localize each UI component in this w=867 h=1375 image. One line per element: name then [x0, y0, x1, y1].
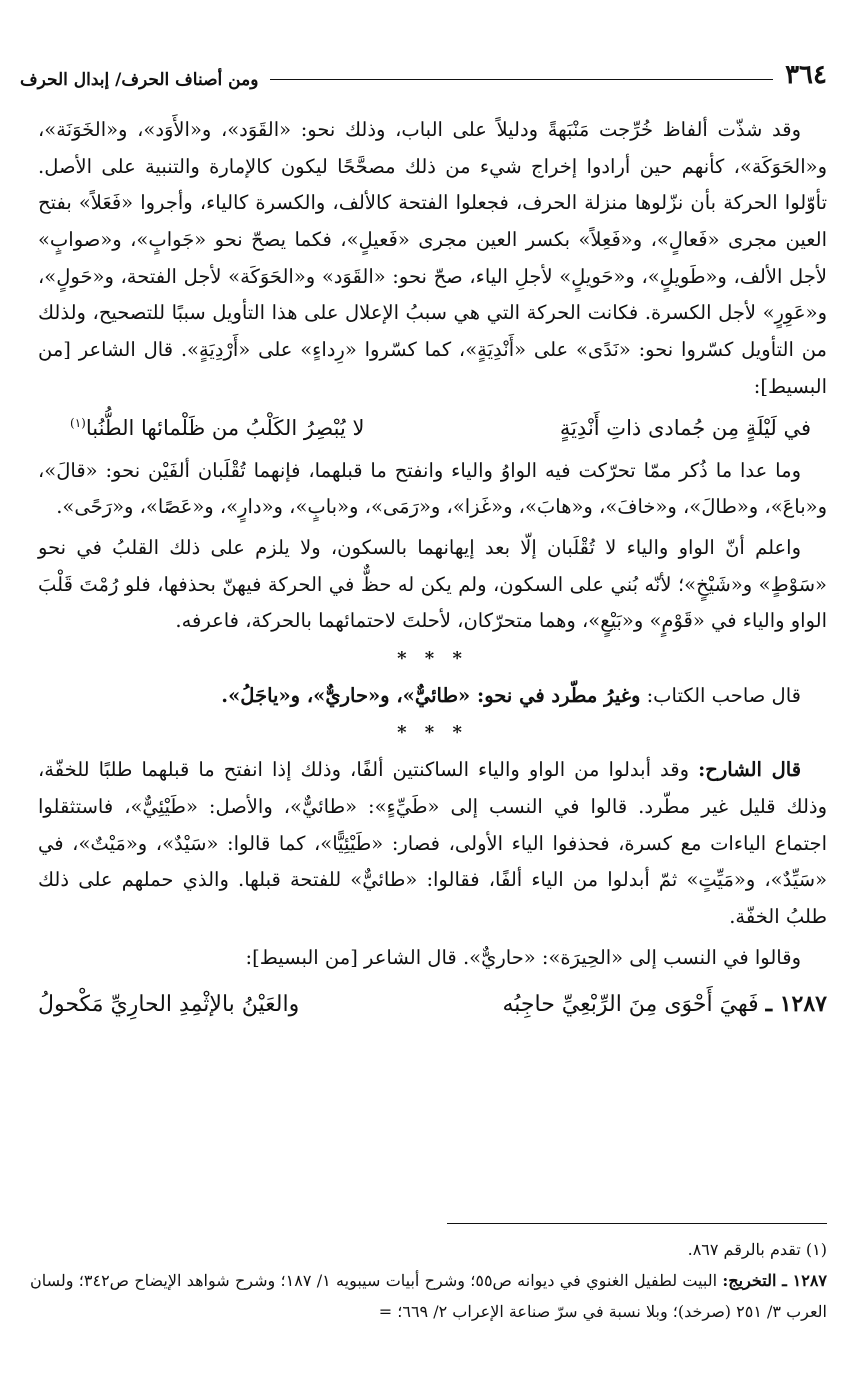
running-title: ومن أصناف الحرف/ إبدال الحرف: [20, 70, 259, 90]
paragraph-1: وقد شذّت ألفاظ خُرِّجت مَنْبَهةً ودليلاً على الباب، وذلك نحو: «القَوَد»، و«الأَوَد»، و«الخَوَنَة»، و«الحَوَكَة»، كأنهم حين أرادوا إخراج شيء من ذلك مصحَّحًا ليكون كالإمارة والتنبية على الأصل. تأوّلوا الحركة بأن نزّلوها منزلة الحرف، فجعلوا الفتحة كالألف، والكسرة كالياء، وأجروا «فَعَلاً» بفتح العين مجرى «فَعالٍ»، و«فَعِلاً» بكسر العين مجرى «فَعيلٍ»، فكما يصحّ نحو «جَوابٍ»، و«صوابٍ» لأجل الألف، و«طَويلٍ»، و«حَويلٍ» لأجلِ الياء، صحّ نحو: «القَوَد» و«الحَوَكَة» لأجل الفتحة، و«حَولٍ»، و«عَوِرٍ» لأجل الكسرة. فكانت الحركة التي هي سببُ الإعلال على هذا التأويل سببًا للتصحيح، ولذلك من التأويل كسّروا نحو: «نَدًى» على «أَنْدِيَةٍ»، كما كسّروا «رِداءٍ» على «أَرْدِيَةٍ». قال الشاعر [من البسيط]:: [38, 118, 827, 398]
verse-2: [38, 984, 827, 1025]
page-number: ٣٦٤: [785, 60, 827, 90]
footnote-2: [30, 1265, 827, 1327]
footnote-rule: [447, 1223, 827, 1224]
verse-1-first-hemistich: في لَيْلَةٍ مِن جُمادى ذاتِ أَنْدِيَةٍ: [559, 416, 811, 441]
footnote-reference: (١): [70, 416, 86, 431]
footnotes: [30, 1234, 827, 1328]
commentary-paragraph: [38, 752, 827, 935]
header-rule: [270, 79, 773, 80]
commentator-intro: قال الشارح:: [698, 758, 802, 782]
paragraph-3: واعلم أنّ الواو والياء لا تُقْلَبان إلّا بعد إيهانهما بالسكون، ولا يلزم على ذلك القلبُ في نحو «سَوْطٍ» و«شَيْخٍ»؛ لأنّه بُني على السكون، ولم يكن له حظٌّ في الحركة فيهنّ بحذفها، فلو رُمْتَ قَلْبَ الواو والياء في «قَوْمٍ» و«بَيْعٍ»، وهما متحرّكان، لأحلتَ لاحتمائهما بالحركة، فاعرفه.: [38, 536, 827, 633]
verse-2-second-hemistich: والعَيْنُ بالإثْمِدِ الحارِيِّ مَكْحولُ: [38, 992, 300, 1018]
paragraph-2: وما عدا ما ذُكر ممّا تحرّكت فيه الواوُ والياء وانفتح ما قبلهما، فإنهما تُقْلَبان ألفَيْن نحو: «قالَ»، و«باعَ»، و«طالَ»، و«خافَ»، و«هابَ»، و«غَزا»، و«رَمَى»، و«بابٍ»، و«دارٍ»، و«عَصًا»، و«رَحًى».: [38, 458, 827, 519]
page-header: [20, 50, 827, 90]
footnote-1: (١) تقدم بالرقم ٨٦٧.: [687, 1240, 827, 1259]
author-statement: [38, 678, 827, 715]
verse-2-first-hemistich: فَهيَ أَحْوَى مِنَ الرِّبْعِيِّ حاجِبُه: [502, 992, 759, 1018]
section-divider-2: * * *: [397, 722, 468, 744]
main-text: [38, 112, 827, 1026]
author-text: وغيرُ مطّرد في نحو: «طائيٌّ»، و«حاريٌّ»، و«ياجَلُ».: [221, 683, 641, 707]
paragraph-5: وقالوا في النسب إلى «الحِيرَة»: «حاريٌّ». قال الشاعر [من البسيط]:: [245, 945, 801, 969]
footnote-2-label: ١٢٨٧ ـ التخريج:: [722, 1271, 828, 1291]
verse-2-number: ١٢٨٧ ـ: [765, 991, 827, 1018]
author-intro: قال صاحب الكتاب:: [646, 683, 801, 707]
verse-1-second-hemistich: [70, 409, 364, 448]
paragraph-4: وقد أبدلوا من الواو والياء الساكنتين ألفًا، وذلك إذا انفتح ما قبلهما طلبًا للخفّة، وذلك قليل غير مطّرد. قالوا في النسب إلى «طَيِّءٍ»: «طائيٌّ»، والأصل: «طَيْئِيٌّ»، فاستثقلوا اجتماع الياءات مع كسرة، فحذفوا الياء الأولى، فصار: «طَيْئِيًّا»، كما قالوا: «سَيْدٌ»، و«مَيْتٌ»، في «سَيِّدٌ»، و«مَيِّتٍ» ثمّ أبدلوا من الياء ألفًا، فقالوا: «طائيٌّ» للفتحة قبلها. والذي حملهم على ذلك طلبُ الخفّة.: [38, 758, 827, 928]
verse-1: [38, 409, 827, 448]
verse-1-second-hemistich-text: لا يُبْصِرُ الكَلْبُ من ظَلْمائها الطُّنُبا: [85, 416, 365, 441]
verse-2-first-part: [502, 984, 827, 1025]
section-divider: * * *: [397, 648, 468, 669]
footnote-2-text: البيت لطفيل الغنوي في ديوانه ص٥٥؛ وشرح أبيات سيبويه ١/ ١٨٧؛ وشرح شواهد الإيضاح ص٣٤٢؛ ولسان العرب ٣/ ٢٥١ (صرخد)؛ وبلا نسبة في سرّ صناعة الإعراب ٢/ ٦٦٩؛ =: [30, 1271, 827, 1322]
